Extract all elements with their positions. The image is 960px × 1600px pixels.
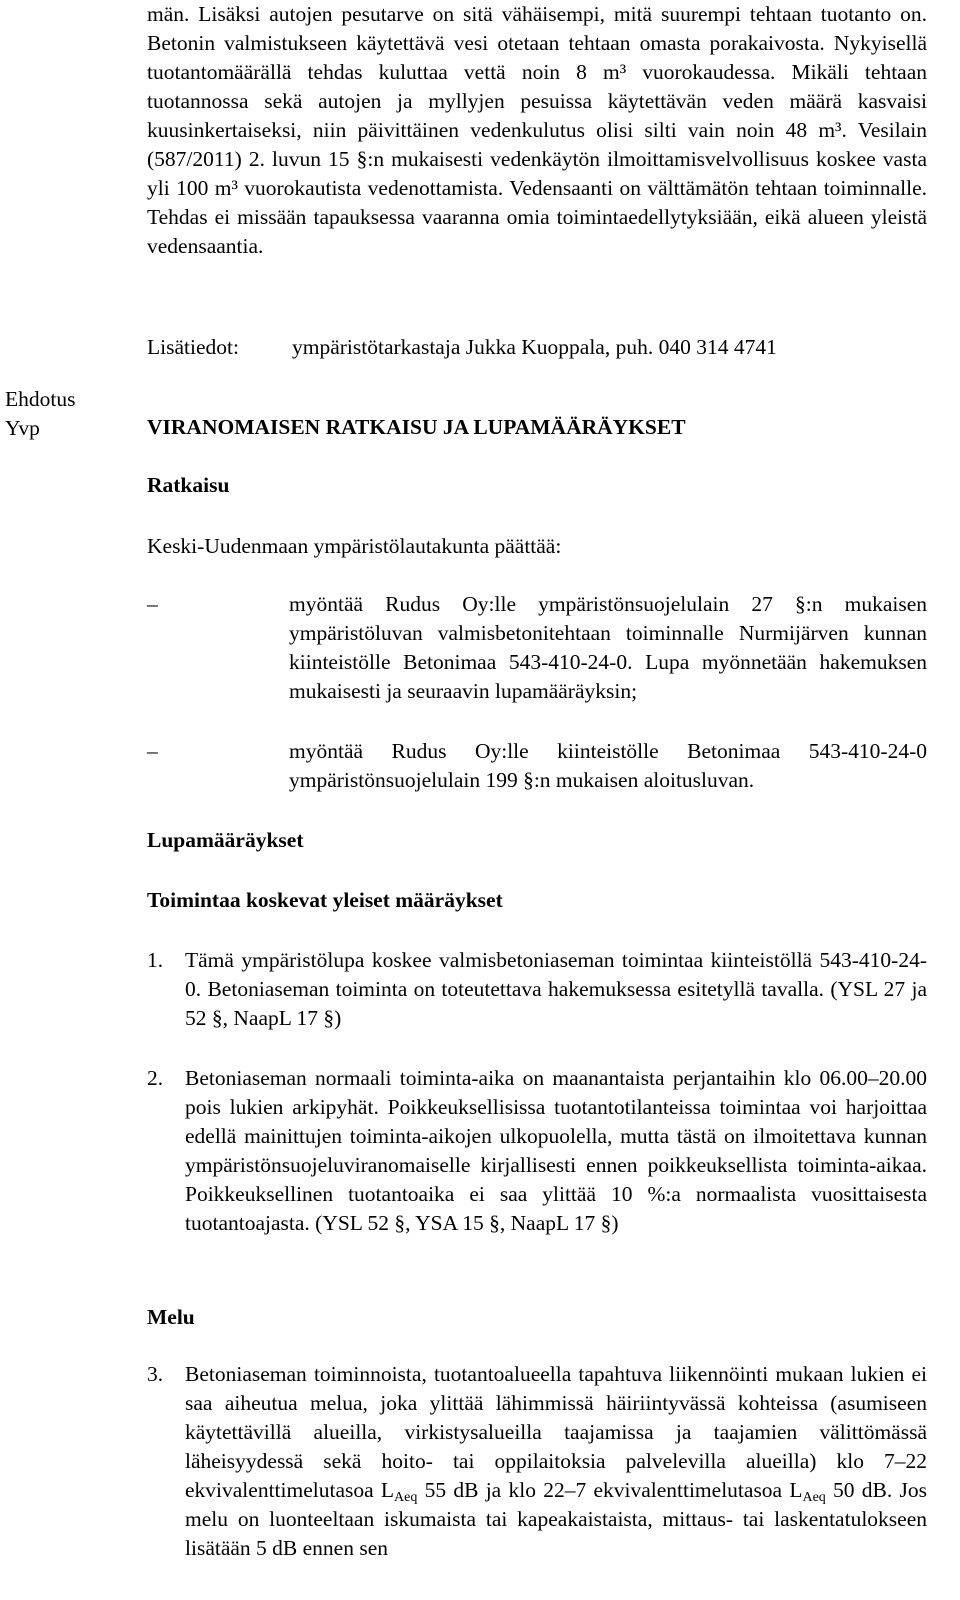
item-text-part: Betoniaseman toiminnoista, tuotantoalueella tapahtuva liikennöinti mukaan lukien ei saa aiheutua melua, joka ylittää lähimmissä häiriintyvässä kohteissa (asumiseen käytettävillä alueilla, virkistysalueilla taajamissa ja taajamien välittömässä läheisyydessä sekä hoito- tai oppilaitoksia palvelevilla alueilla) klo 7–22 ekvivalenttimelutasoa L — [185, 1362, 927, 1502]
decision-item — [147, 590, 927, 706]
melu-heading: Melu — [147, 1305, 195, 1329]
contact-line — [147, 333, 777, 362]
main-heading: VIRANOMAISEN RATKAISU JA LUPAMÄÄRÄYKSET — [147, 415, 686, 439]
dash-bullet: – — [147, 739, 158, 763]
item-text-part: 50 dB. Jos melu on luonteeltaan iskumaista tai kapeakaistaista, mittaus- tai laskentatulokseen lisätään 5 dB ennen sen — [185, 1478, 928, 1560]
dash-bullet: – — [147, 592, 158, 616]
numbered-item — [147, 1064, 927, 1238]
intro-paragraph: män. Lisäksi autojen pesutarve on sitä vähäisempi, mitä suurempi tehtaan tuotanto on. Betonin valmistukseen käytettävä vesi otetaan tehtaan omasta porakaivosta. Nykyisellä tuotantomäärällä tehdas kuluttaa vettä noin 8 m³ vuorokaudessa. Mikäli tehtaan tuotannossa sekä autojen ja myllyjen pesuissa käytettävän veden määrä kasvaisi kuusinkertaiseksi, niin päivittäinen vedenkulutus olisi silti vain noin 48 m³. Vesilain (587/2011) 2. luvun 15 §:n mukaisesti vedenkäytön ilmoittamisvelvollisuus koskee vasta yli 100 m³ vuorokautista vedenottamista. Vedensaanti on välttämätön tehtaan toiminnalle. Tehdas ei missään tapauksessa vaaranna omia toimintaedellytyksiään, eikä alueen yleistä vedensaantia. — [147, 2, 927, 258]
margin-note-yvp: Yvp — [5, 416, 40, 440]
item-text: Betoniaseman normaali toiminta-aika on maanantaista perjantaihin klo 06.00–20.00 pois lukien arkipyhät. Poikkeuksellisissa tuotantotilanteissa toimintaa voi harjoittaa edellä mainittujen toiminta-aikojen ulkopuolella, mutta tästä on ilmoitettava kunnan ympäristönsuojeluviranomaiselle kirjallisesti ennen poikkeuksellista toiminta-aikaa. Poikkeuksellinen tuotantoaika ei saa ylittää 10 %:a normaalista vuosittaisesta tuotantoajasta. (YSL 52 §, YSA 15 §, NaapL 17 §) — [185, 1066, 927, 1235]
subscript: Aeq — [802, 1490, 826, 1505]
decision-intro: Keski-Uudenmaan ympäristölautakunta päättää: — [147, 534, 562, 558]
contact-label: Lisätiedot: — [147, 335, 239, 359]
decision-text: myöntää Rudus Oy:lle kiinteistölle Betonimaa 543-410-24-0 ympäristönsuojelulain 199 §:n mukaisen aloitusluvan. — [289, 739, 927, 792]
numbered-item — [147, 1360, 927, 1563]
item-number: 3. — [147, 1362, 164, 1386]
contact-value: ympäristötarkastaja Jukka Kuoppala, puh. 040 314 4741 — [292, 335, 777, 359]
margin-note-proposal: Ehdotus — [5, 387, 76, 411]
intro-paragraph-block — [147, 0, 927, 261]
lupamaaraykset-heading: Lupamääräykset — [147, 828, 304, 852]
item-text: Tämä ympäristölupa koskee valmisbetoniaseman toimintaa kiinteistöllä 543-410-24-0. Betoniaseman toiminta on toteutettava hakemuksessa esitetyllä tavalla. (YSL 27 ja 52 §, NaapL 17 §) — [185, 948, 927, 1030]
numbered-item — [147, 946, 927, 1033]
toiminta-heading: Toimintaa koskevat yleiset määräykset — [147, 888, 503, 912]
ratkaisu-heading: Ratkaisu — [147, 473, 230, 497]
decision-item — [147, 737, 927, 795]
item-number: 1. — [147, 948, 164, 972]
item-number: 2. — [147, 1066, 164, 1090]
item-text-part: 55 dB ja klo 22–7 ekvivalenttimelutasoa L — [417, 1478, 803, 1502]
decision-text: myöntää Rudus Oy:lle ympäristönsuojelulain 27 §:n mukaisen ympäristöluvan valmisbetonitehtaan toiminnalle Nurmijärven kunnan kiinteistölle Betonimaa 543-410-24-0. Lupa myönnetään hakemuksen mukaisesti ja seuraavin lupamääräyksin; — [289, 592, 927, 703]
item-text — [185, 1360, 927, 1563]
margin-note — [5, 385, 75, 443]
subscript: Aeq — [394, 1490, 418, 1505]
